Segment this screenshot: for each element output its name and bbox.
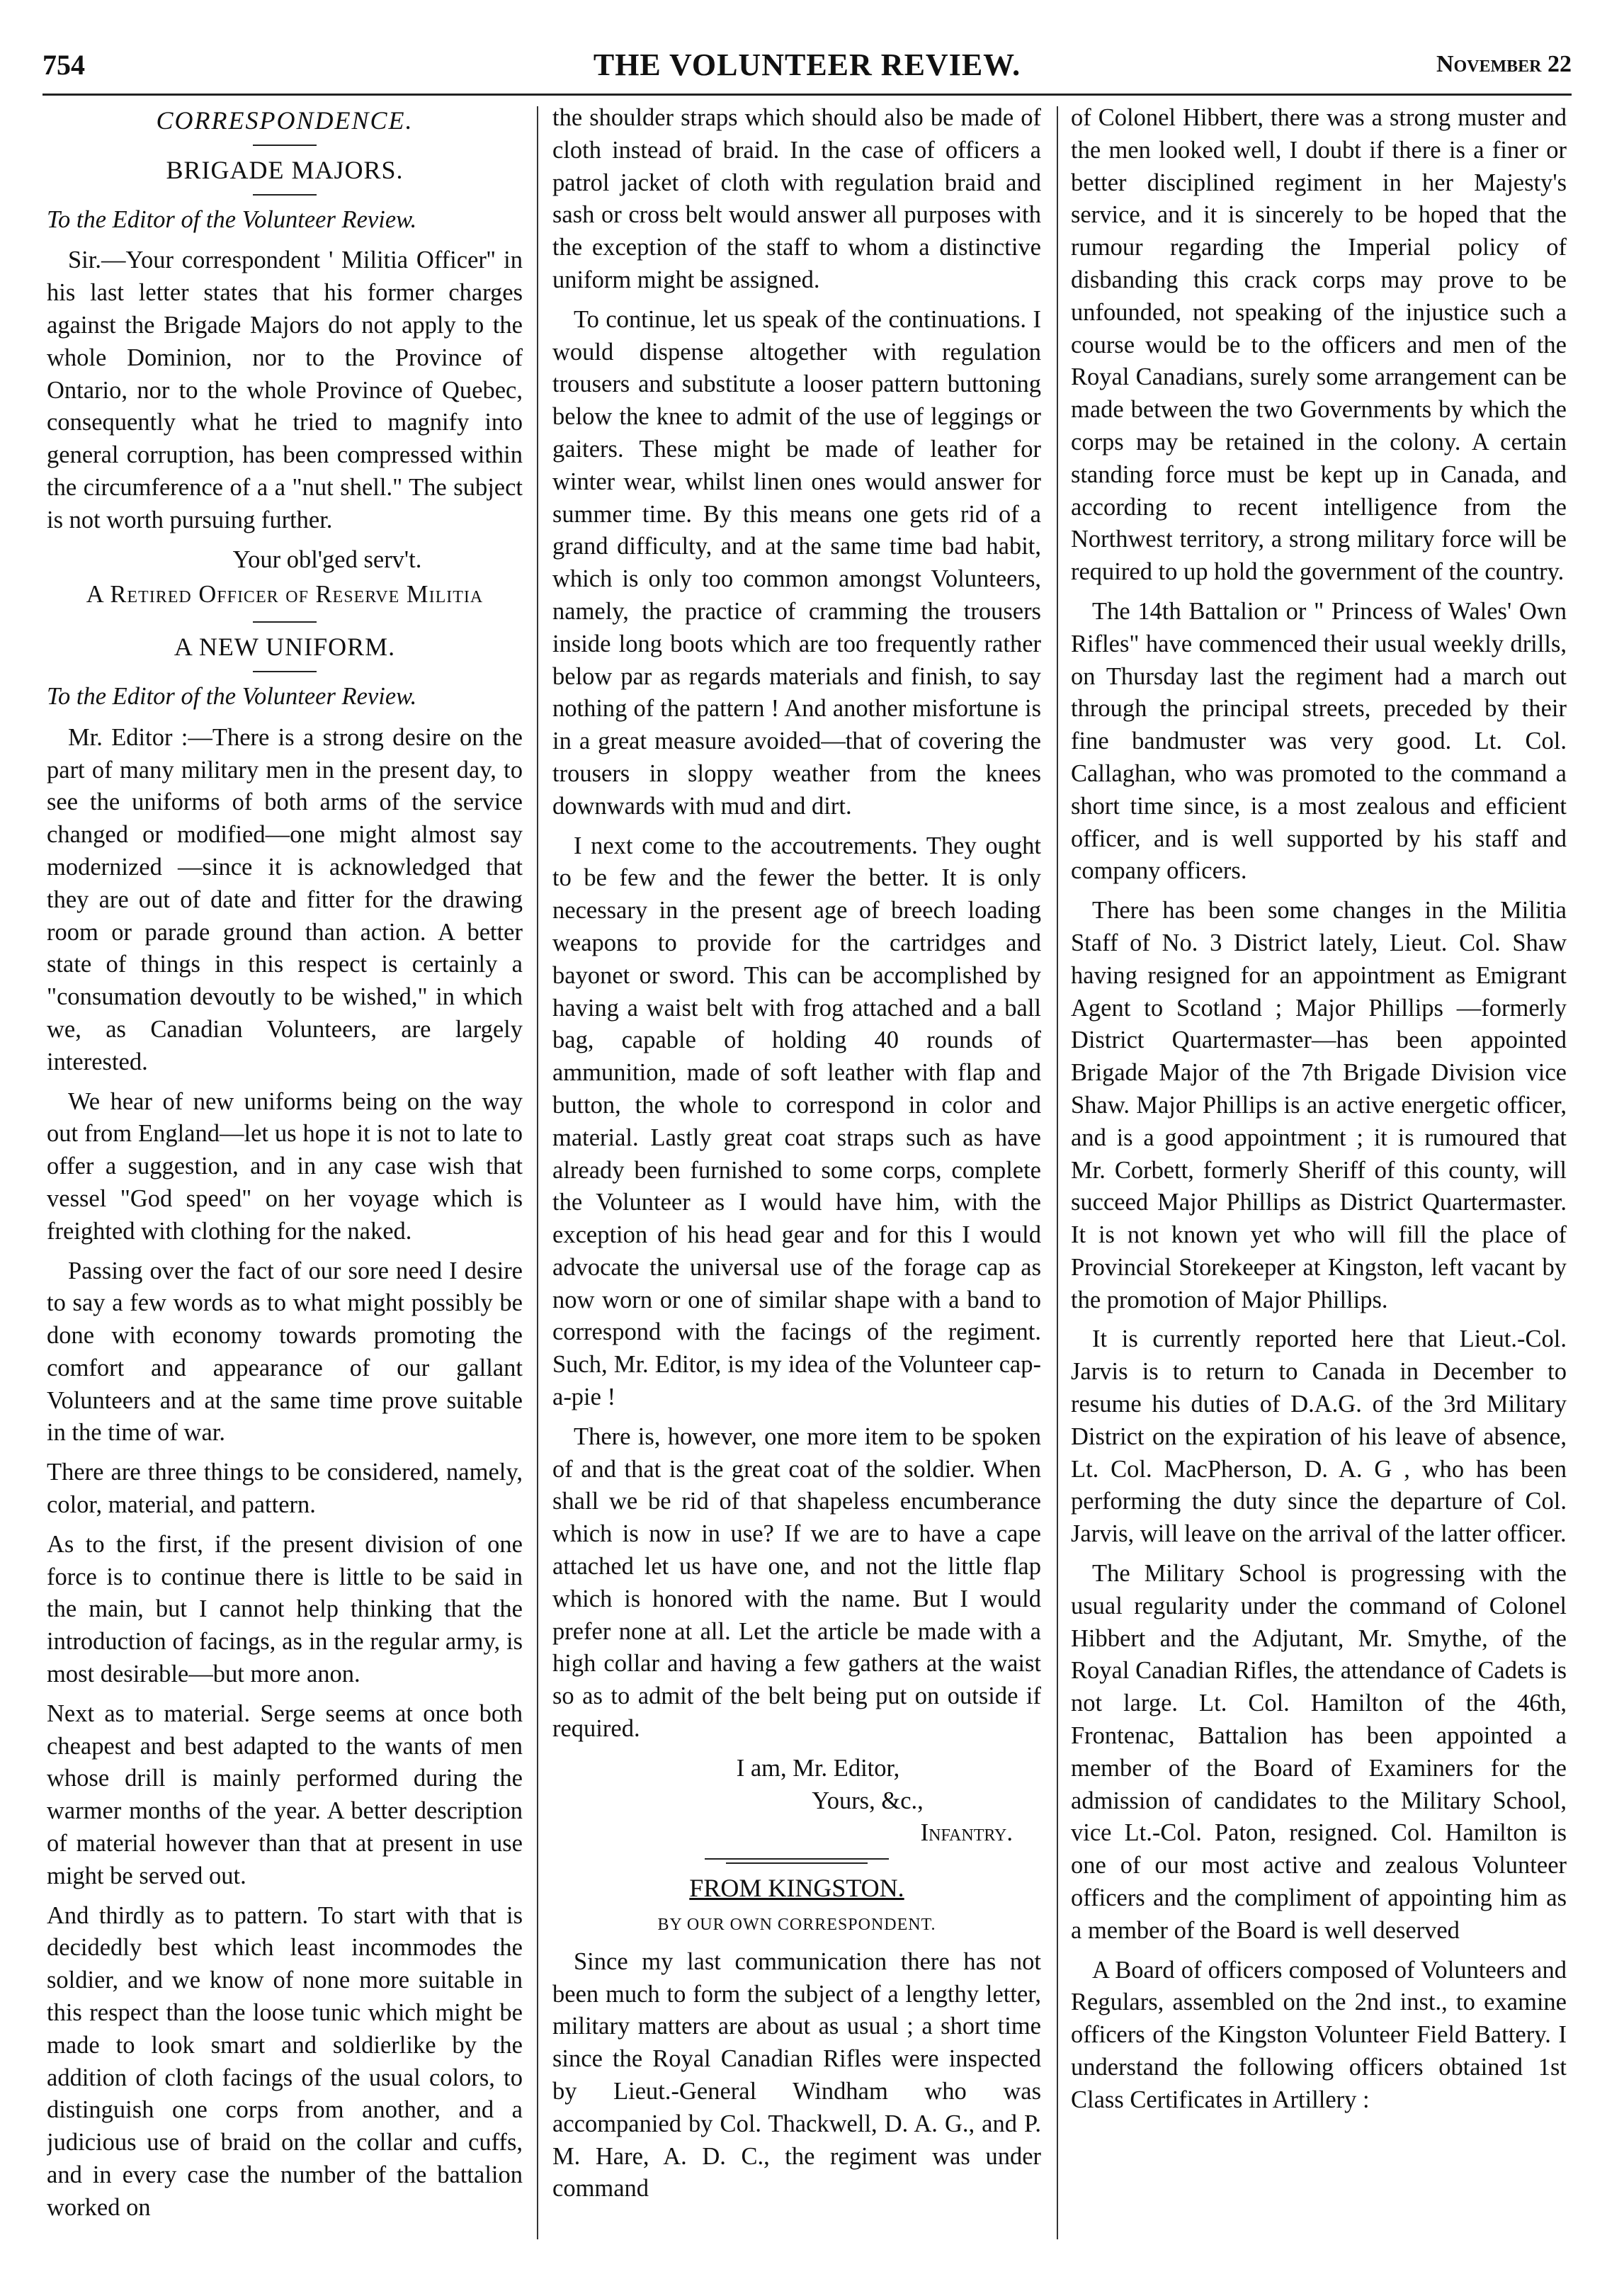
paragraph: A Board of officers composed of Volunteers and Regulars, assembled on the 2nd inst., to examine officers of the Kingston Volunteer Field Battery. I understand the following officers obtained 1st Class Certificates in Artillery :	[1071, 1956, 1567, 2113]
paragraph: I next come to the accoutrements. They ought to be few and the fewer the better. It is only necessary in the present age of breech loading weapons to provide for the cartridges and bayonet or sword. This can be accomplished by having a waist belt with frog attached and a ball bag, capable of holding 40 rounds of ammunition, made of soft leather with flap and button, the whole to correspond in color and material. Lastly great coat straps such as have already been furnished to some corps, complete the Volunteer as I would have him, with the exception of his head gear and for this I would advocate the universal use of the forage cap as now worn or one of similar shape with a band to correspond with the facings of the regiment. Such, Mr. Editor, is my idea of the Volunteer cap-a-pie !	[552, 832, 1041, 1411]
divider	[253, 671, 317, 672]
letter-title-new-uniform: A NEW UNIFORM.	[174, 633, 396, 662]
column-divider-2	[1057, 106, 1058, 2239]
paragraph: Next as to material. Serge seems at once both cheapest and best adapted to the wants of men whose drill is mainly performed during the warmer months of the year. A better description of material however than that at present in use might be served out.	[47, 1700, 523, 1889]
page-number: 754	[42, 49, 85, 81]
divider	[253, 194, 317, 196]
paragraph: As to the first, if the present division of one force is to continue there is little to be said in the main, but I cannot help thinking that the introduction of facings, as in the regular army, is most desirable—but more anon.	[47, 1530, 523, 1688]
sign-off-line: Yours, &c.,	[812, 1787, 924, 1814]
paragraph: Passing over the fact of our sore need I desire to say a few words as to what might possibly be done with economy towards promoting the comfort and appearance of our gallant Volunteers and at the same time prove suitable in the time of war.	[47, 1257, 523, 1447]
paragraph: And thirdly as to pattern. To start with that is decidedly best which least incommodes the soldier, and we know of none more suitable in this respect than the loose tunic which might be made to look smart and soldierlike by the addition of cloth facings of the usual colors, to distinguish one corps from another, and a judicious use of braid on the collar and cuffs, and in every case the number of the battalion worked on	[47, 1901, 523, 2221]
divider	[726, 1862, 868, 1864]
byline: BY OUR OWN CORRESPONDENT.	[657, 1916, 936, 1935]
paragraph: Since my last communication there has not been much to form the subject of a lengthy letter, military matters are about as usual ; a short time since the Royal Canadian Rifles were inspected by Lieut.-General Windham who was accompanied by Col. Thackwell, D. A. G., and P. M. Hare, A. D. C., the regiment was under command	[552, 1947, 1041, 2202]
issue-date: November 22	[1436, 51, 1572, 77]
paragraph: There is, however, one more item to be spoken of and that is the great coat of the soldier. When shall we be rid of that shapeless encumberance which is now in use? If we are to have a cape attached let us have one, and not the little flap which is honored with the name. But I would prefer none at all. Let the article be made with a high collar and having a few gathers at the waist so as to admit of the belt being put on outside if required.	[552, 1423, 1041, 1743]
letter-signature: A Retired Officer of Reserve Militia	[86, 581, 484, 609]
article-title-kingston: FROM KINGSTON.	[689, 1874, 904, 1903]
paragraph: There are three things to be considered, namely, color, material, and pattern.	[47, 1459, 523, 1519]
divider	[253, 145, 317, 146]
paragraph: of Colonel Hibbert, there was a strong muster and the men looked well, I doubt if there is a finer or better disciplined regiment in her Majesty's service, and it is sincerely to be hoped that the rumour regarding the Imperial policy of disbanding this crack corps may prove to be unfounded, not speaking of the injustice such a course would be to the officers and men of the Royal Canadians, surely some arrangement can be made between the two Governments by which the corps may be retained in the colony. A certain standing force must be kept up in Canada, and according to recent intelligence from the Northwest territory, a strong military force will be required to up hold the government of the country.	[1071, 104, 1567, 586]
column-1	[47, 102, 523, 2253]
divider	[705, 1858, 889, 1860]
paragraph: The 14th Battalion or " Princess of Wales' Own Rifles" have commenced their usual weekly drills, on Thursday last the regiment had a march out through the principal streets, preceded by their fine bandmuster was very good. Lt. Col. Callaghan, who was promoted to the command a short time since, is a most zealous and efficient officer, and is well supported by his staff and company officers.	[1071, 597, 1567, 885]
letter-title-brigade-majors: BRIGADE MAJORS.	[166, 155, 404, 184]
letter-closing: Your obl'ged serv't.	[232, 545, 422, 573]
paragraph: We hear of new uniforms being on the way out from England—let us hope it is not to late to offer a suggestion, and in any case wish that vessel "God speed" on her voyage which is freighted with clothing for the naked.	[47, 1087, 523, 1245]
sign-off-line: I am, Mr. Editor,	[736, 1754, 900, 1782]
column-divider-1	[537, 106, 538, 2239]
divider	[253, 621, 317, 623]
letter-address: To the Editor of the Volunteer Review.	[47, 682, 417, 710]
column-2	[552, 102, 1041, 2253]
sign-off-signature: Infantry.	[920, 1819, 1013, 1847]
paragraph: To continue, let us speak of the continuations. I would dispense altogether with regulation trousers and substitute a looser pattern buttoning below the knee to admit of the use of leggings or gaiters. These might be made of leather for winter wear, whilst linen ones would answer for summer time. By this means one gets rid of a grand difficulty, and at the same time bad habit, which is only too common amongst Volunteers, namely, the practice of cramming the trousers inside long boots which are too frequently rather below par as regards materials and finish, to say nothing of the pattern ! And another misfortune is in a great measure avoided—that of covering the trousers in sloppy weather from the knees downwards with mud and dirt.	[552, 305, 1041, 820]
paragraph: the shoulder straps which should also be made of cloth instead of braid. In the case of officers a patrol jacket of cloth with regulation braid and sash or cross belt would answer all purposes with the exception of the staff to whom a distinctive uniform might be assigned.	[552, 104, 1041, 293]
section-title-correspondence: CORRESPONDENCE.	[156, 106, 414, 135]
paragraph: It is currently reported here that Lieut.-Col. Jarvis is to return to Canada in December to resume his duties of D.A.G. of the 3rd Military District on the expiration of his leave of absence, Lt. Col. MacPherson, D. A. G , who has been performing the duty since the departure of Col. Jarvis, will leave on the arrival of the latter officer.	[1071, 1325, 1567, 1548]
letter-address: To the Editor of the Volunteer Review.	[47, 205, 417, 233]
paragraph: The Military School is progressing with the usual regularity under the command of Colonel Hibbert and the Adjutant, Mr. Smythe, of the Royal Canadian Rifles, the attendance of Cadets is not large. Lt. Col. Hamilton of the 46th, Frontenac, Battalion has been appointed a member of the Board of Examiners for the admission of candidates to the Military School, vice Lt.-Col. Paton, resigned. Col. Hamilton is one of our most active and zealous Volunteer officers and the compliment of appointing him as a member of the Board is well deserved	[1071, 1560, 1567, 1944]
page-header	[42, 44, 1572, 96]
paragraph: There has been some changes in the Militia Staff of No. 3 District lately, Lieut. Col. Shaw having resigned for an appointment as Emigrant Agent to Scotland ; Major Phillips —formerly District Quartermaster—has been appointed Brigade Major of the 7th Brigade Division vice Shaw. Major Phillips is an active energetic officer, and is a good appointment ; it is rumoured that Mr. Corbett, formerly Sheriff of this county, will succeed Major Phillips as District Quartermaster. It is not known yet who will fill the place of Provincial Storekeeper at Kingston, left vacant by the promotion of Major Phillips.	[1071, 897, 1567, 1313]
column-3	[1071, 102, 1567, 2253]
letter-body: Sir.—Your correspondent ' Militia Officer'' in his last letter states that his former charges against the Brigade Majors do not apply to the whole Dominion, nor to the Province of Ontario, nor to the whole Province of Quebec, consequently what he tried to magnify into general corruption, has been compressed within the circumference of a a "nut shell." The subject is not worth pursuing further.	[47, 247, 523, 533]
publication-title: THE VOLUNTEER REVIEW.	[593, 47, 1021, 82]
paragraph: Mr. Editor :—There is a strong desire on the part of many military men in the present day, to see the uniforms of both arms of the service changed or modified—one might almost say modernized —since it is acknowledged that they are out of date and fitter for the drawing room or parade ground than action. A better state of things in this respect is certainly a "consumation devoutly to be wished," in which we, as Canadian Volunteers, are largely interested.	[47, 723, 523, 1075]
